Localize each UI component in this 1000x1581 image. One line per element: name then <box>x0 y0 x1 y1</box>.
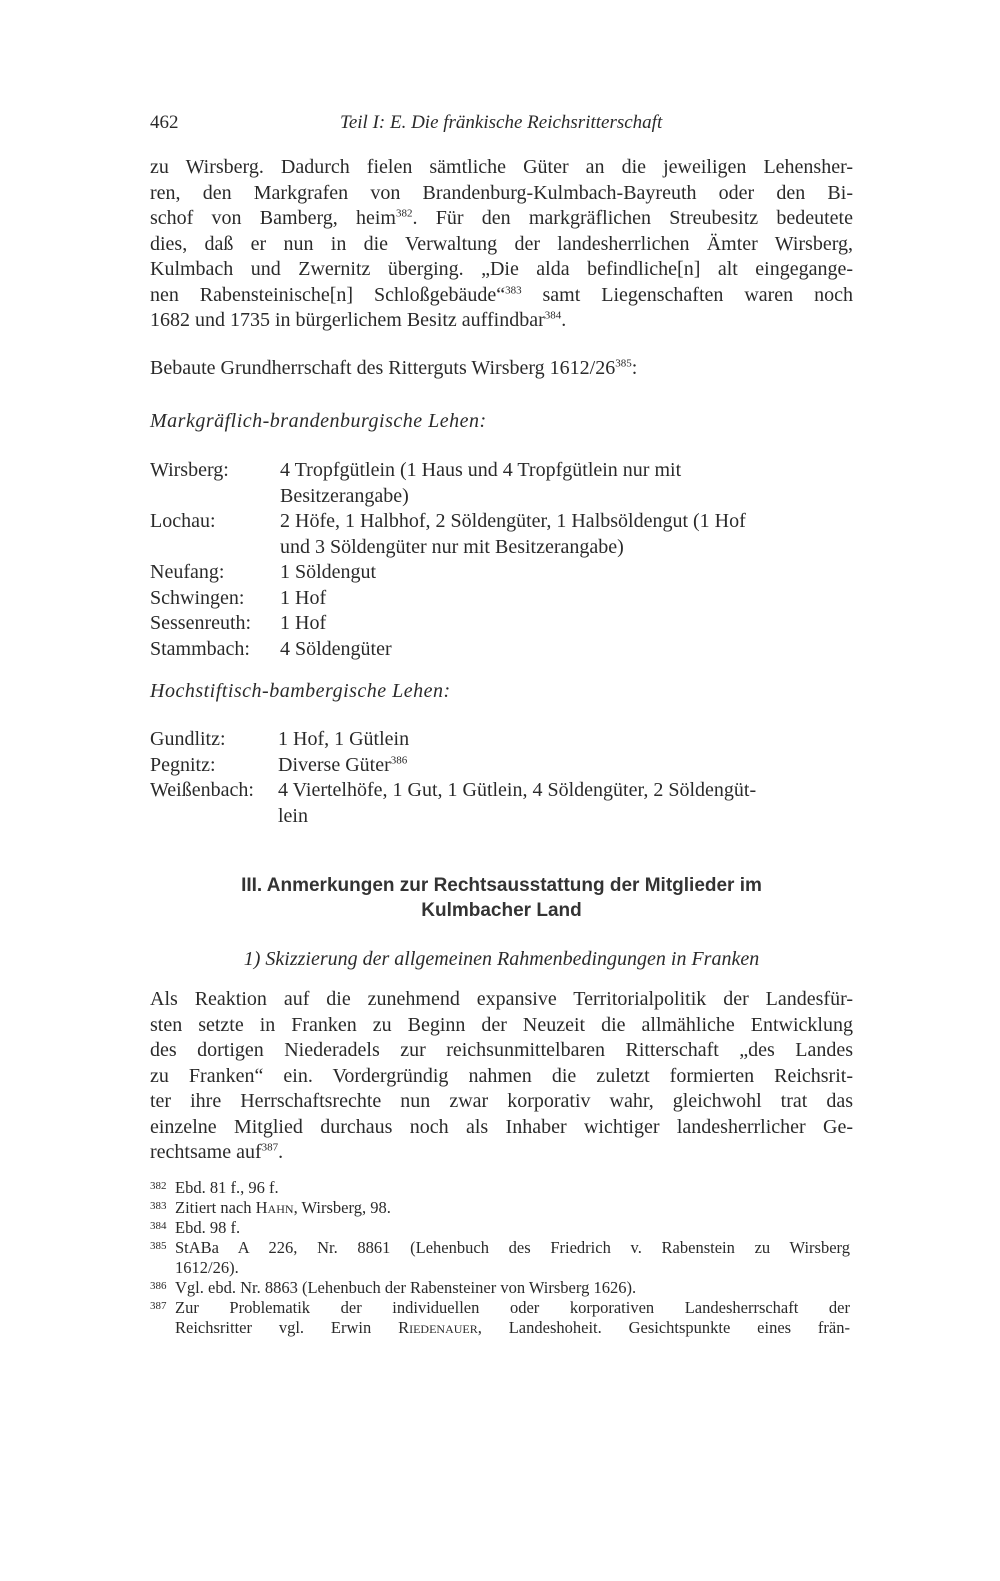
text-line: 1682 und 1735 in bürgerlichem Besitz auffindbar$^{384}$. <box>150 309 567 331</box>
footnote-ref: 387 <box>261 1141 279 1154</box>
place-name: Gundlitz: <box>150 728 226 750</box>
page-header <box>150 112 850 142</box>
place-name: Neufang: <box>150 561 225 583</box>
author-name: Riedenauer <box>398 1318 478 1337</box>
table-row <box>150 778 853 829</box>
text-line: zu Franken“ ein. Vordergründig nahmen die zuletzt formierten Reichsrit- <box>150 1064 853 1087</box>
table-row <box>150 753 853 779</box>
holding-desc: 2 Höfe, 1 Halbhof, 2 Söldengüter, 1 Halbsöldengut (1 Hof und 3 Söldengüter nur mit Besitzerangabe) <box>280 510 746 558</box>
text-line: ren, den Markgrafen von Brandenburg-Kulmbach-Bayreuth oder den Bi- <box>150 181 853 204</box>
table-row <box>150 458 853 509</box>
text-line: Kulmbach und Zwernitz überging. „Die alda befindliche[n] alt eingegange- <box>150 258 853 280</box>
footnote-number: 387 <box>150 1300 167 1312</box>
footnote-ref: 382 <box>395 207 413 220</box>
footnote-ref: 384 <box>544 309 562 322</box>
table-row <box>150 611 853 637</box>
footnote: 386 Vgl. ebd. Nr. 8863 (Lehenbuch der Rabensteiner von Wirsberg 1626). <box>150 1278 637 1297</box>
footnote-number: 385 <box>150 1240 167 1252</box>
footnote-number: 386 <box>150 1280 167 1292</box>
table-row <box>150 509 853 560</box>
footnote: 384 Ebd. 98 f. <box>150 1218 241 1237</box>
holding-desc: 4 Viertelhöfe, 1 Gut, 1 Gütlein, 4 Söldengüter, 2 Söldengüt- lein <box>278 779 757 827</box>
footnote-number: 384 <box>150 1220 167 1232</box>
footnote-number: 383 <box>150 1200 167 1212</box>
footnote-ref: 386 <box>390 753 408 766</box>
subsection-title: 1) Skizzierung der allgemeinen Rahmenbedingungen in Franken <box>243 948 760 970</box>
footnote-number: 382 <box>150 1180 167 1192</box>
text-line: zu Wirsberg. Dadurch fielen sämtliche Güter an die jeweiligen Lehensher- <box>150 156 853 178</box>
subheading-bambergisch: Hochstiftisch-bambergische Lehen: <box>150 680 451 702</box>
footnote-ref: 385 <box>615 357 632 370</box>
holdings-intro: Bebaute Grundherrschaft des Ritterguts Wirsberg $1612/26^{385}$: <box>150 357 638 379</box>
paragraph-reaktion <box>150 987 853 1166</box>
place-name: Schwingen: <box>150 586 245 609</box>
text-line: dies, daß er nun in die Verwaltung der landesherrlichen Ämter Wirsberg, <box>150 232 853 255</box>
text-line: einzelne Mitglied durchaus noch als Inhaber wichtiger landesherrlicher Ge- <box>150 1115 853 1138</box>
text-line: nen Rabensteinische[n] Schloßgebäude“$^{383}$ samt Liegenschaften waren noch <box>150 283 853 306</box>
holding-desc: 4 Söldengüter <box>280 637 392 660</box>
holding-desc: Diverse Güter$^{386}$ <box>278 753 408 776</box>
text-line: rechtsame auf$^{387}$. <box>150 1141 284 1163</box>
table-row <box>150 727 853 753</box>
text-line: ter ihre Herrschaftsrechte nun zwar korporativ wahr, gleichwohl trat das <box>150 1090 853 1112</box>
footnote: 383 Zitiert nach Hahn, Wirsberg, 98. <box>150 1198 391 1217</box>
place-name: Stammbach: <box>150 637 250 660</box>
place-name: Pegnitz: <box>150 753 216 776</box>
table-row <box>150 637 853 663</box>
text-line: schof von Bamberg, heim$^{382}$. Für den markgräflichen Streubesitz bedeutete <box>150 207 853 229</box>
section-title: III. Anmerkungen zur Rechtsausstattung der Mitglieder im Kulmbacher Land <box>241 875 762 921</box>
place-name: Sessenreuth: <box>150 612 252 634</box>
holdings-table-bambergisch <box>150 727 853 829</box>
footnote-ref: 383 <box>505 283 522 296</box>
table-row <box>150 586 853 612</box>
holding-desc: 4 Tropfgütlein (1 Haus und 4 Tropfgütlein nur mit Besitzerangabe) <box>280 459 682 507</box>
place-name: Weißenbach: <box>150 779 254 801</box>
footnote: 382 Ebd. 81 f., 96 f. <box>150 1178 279 1197</box>
holding-desc: 1 Hof, 1 Gütlein <box>278 728 410 750</box>
holding-desc: 1 Hof <box>280 586 327 609</box>
text-line: sten setzte in Franken zu Beginn der Neuzeit die allmähliche Entwicklung <box>150 1013 853 1036</box>
footnote: 385 StABa A 226, Nr. 8861 (Lehenbuch des Friedrich v. Rabenstein zu Wirsberg 1612/26). <box>150 1238 850 1277</box>
footnote: 387 Zur Problematik der individuellen oder korporativen Landesherrschaft der Reichsritter vgl. Erwin Riedenauer, Landeshoheit. Gesichtspunkte eines frän- <box>150 1298 850 1337</box>
place-name: Wirsberg: <box>150 459 229 481</box>
holding-desc: 1 Hof <box>280 612 327 634</box>
holdings-table-markgraeflich <box>150 458 853 662</box>
text-line: des dortigen Niederadels zur reichsunmittelbaren Ritterschaft „des Landes <box>150 1039 853 1061</box>
page-number: 462 <box>150 112 179 133</box>
table-row <box>150 560 853 586</box>
text-line: Als Reaktion auf die zunehmend expansive Territorialpolitik der Landesfür- <box>150 988 853 1010</box>
paragraph-wirsberg <box>150 155 853 334</box>
footnotes <box>150 1178 850 1338</box>
author-name: Hahn <box>255 1198 294 1217</box>
holding-desc: 1 Söldengut <box>280 561 377 583</box>
running-title: Teil I: E. Die fränkische Reichsritterschaft <box>340 112 663 133</box>
place-name: Lochau: <box>150 510 216 532</box>
subheading-markgraeflich: Markgräflich-brandenburgische Lehen: <box>150 410 487 432</box>
